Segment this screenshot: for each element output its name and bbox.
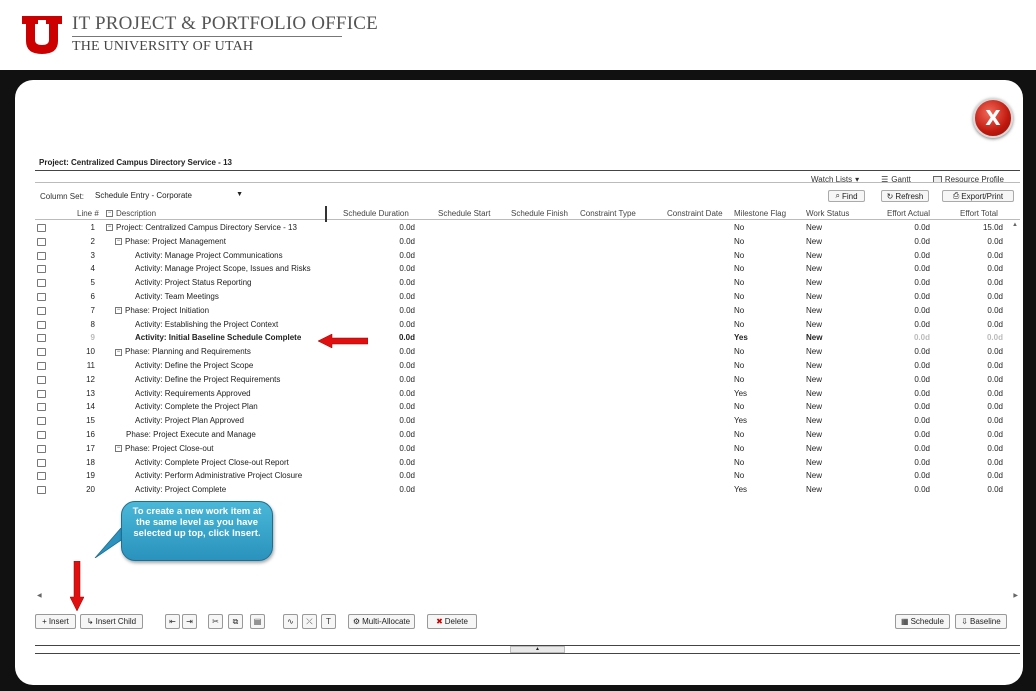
row-checkbox[interactable]	[37, 459, 46, 467]
row-checkbox[interactable]	[37, 431, 46, 439]
delete-label: Delete	[444, 617, 468, 626]
table-row[interactable]	[35, 457, 1020, 471]
baseline-icon: ⇩	[961, 617, 968, 626]
bottom-toolbar	[35, 614, 1020, 630]
row-effort-total: 0.0d	[987, 305, 1003, 315]
row-effort-actual: 0.0d	[914, 485, 930, 495]
scroll-up-arrow-icon[interactable]: ▲	[1012, 222, 1018, 228]
row-effort-total: 0.0d	[986, 333, 1003, 343]
chevron-down-icon: ▾	[855, 175, 860, 184]
row-effort-actual: 0.0d	[914, 374, 930, 384]
row-work-status: New	[806, 264, 823, 274]
row-description-text: Activity: Manage Project Communications	[135, 250, 283, 260]
row-description[interactable]	[115, 237, 226, 246]
row-line-number: 19	[86, 471, 95, 481]
export-icon: ⎙	[952, 191, 960, 200]
row-milestone: No	[734, 278, 745, 288]
row-effort-actual: 0.0d	[913, 333, 930, 343]
row-effort-total: 0.0d	[987, 388, 1003, 398]
col-work-status[interactable]: Work Status	[806, 209, 850, 218]
row-duration: 0.0d	[399, 347, 415, 357]
row-checkbox[interactable]	[37, 486, 46, 494]
row-checkbox[interactable]	[37, 376, 46, 384]
multi-allocate-label: Multi-Allocate	[362, 617, 411, 626]
col-line[interactable]: Line #	[77, 209, 99, 218]
row-duration: 0.0d	[399, 457, 415, 467]
table-row[interactable]	[35, 236, 1020, 250]
refresh-label: Refresh	[895, 191, 924, 201]
table-row[interactable]	[35, 360, 1020, 374]
row-checkbox[interactable]	[37, 390, 46, 398]
row-checkbox[interactable]	[37, 307, 46, 315]
row-effort-total: 0.0d	[987, 402, 1003, 412]
table-row[interactable]	[35, 305, 1020, 319]
row-duration: 0.0d	[399, 278, 415, 288]
row-work-status: New	[806, 402, 823, 412]
row-description[interactable]	[135, 375, 280, 384]
table-row[interactable]	[35, 401, 1020, 415]
row-line-number: 10	[86, 347, 95, 357]
multi-allocate-icon: ⚙	[352, 617, 361, 626]
row-work-status: New	[806, 223, 823, 232]
row-duration: 0.0d	[399, 430, 415, 439]
row-effort-total: 0.0d	[987, 278, 1003, 288]
row-milestone: Yes	[734, 416, 748, 426]
insert-label: Insert	[48, 617, 69, 626]
gantt-label: Gantt	[891, 175, 911, 184]
row-line-number: 6	[90, 292, 95, 301]
row-description[interactable]	[115, 347, 251, 356]
row-effort-total: 0.0d	[987, 292, 1003, 301]
row-line-number: 13	[86, 388, 95, 398]
row-work-status: New	[806, 278, 823, 288]
baseline-label: Baseline	[970, 617, 1001, 626]
row-line-number: 14	[86, 402, 95, 412]
col-description-wrap[interactable]	[106, 209, 156, 218]
row-milestone: No	[734, 374, 745, 384]
row-duration: 0.0d	[399, 319, 415, 329]
row-duration: 0.0d	[398, 333, 415, 343]
table-row[interactable]	[35, 374, 1020, 388]
outdent-icon[interactable]: ⇤	[165, 614, 180, 629]
row-description-text: Activity: Perform Administrative Project Closure	[135, 471, 303, 481]
row-milestone: No	[734, 347, 745, 357]
baseline-button[interactable]	[955, 614, 1007, 629]
row-line-number: 16	[86, 430, 95, 439]
delete-icon: ✖	[436, 617, 443, 626]
row-duration: 0.0d	[399, 471, 415, 481]
col-duration[interactable]: Schedule Duration	[343, 209, 409, 218]
insert-button[interactable]	[35, 614, 76, 629]
column-set-value: Schedule Entry - Corporate	[95, 191, 192, 200]
app-panel	[15, 80, 1023, 685]
row-checkbox[interactable]	[37, 472, 46, 480]
row-duration: 0.0d	[399, 443, 415, 453]
collapse-all-icon[interactable]: −	[107, 210, 112, 217]
col-constraint-type[interactable]: Constraint Type	[580, 209, 636, 218]
row-effort-actual: 0.0d	[914, 319, 930, 329]
table-row[interactable]	[35, 415, 1020, 429]
row-checkbox[interactable]	[37, 334, 46, 342]
row-description[interactable]	[135, 361, 253, 370]
row-effort-actual: 0.0d	[914, 278, 930, 288]
row-checkbox[interactable]	[37, 321, 46, 329]
multi-allocate-button[interactable]	[348, 614, 415, 629]
row-duration: 0.0d	[399, 305, 415, 315]
row-work-status: New	[806, 319, 823, 329]
table-row[interactable]	[35, 277, 1020, 291]
binoculars-icon: ⌕	[835, 191, 840, 200]
find-label: Find	[841, 191, 858, 201]
row-description[interactable]	[135, 416, 244, 425]
collapse-toggle-icon[interactable]: −	[116, 348, 121, 355]
utah-u-logo-icon	[20, 12, 64, 56]
row-work-status: New	[806, 292, 823, 301]
table-row[interactable]	[35, 388, 1020, 402]
refresh-icon: ↻	[886, 191, 894, 201]
row-duration: 0.0d	[399, 416, 415, 426]
table-row[interactable]	[35, 222, 1020, 236]
column-set-label: Column Set:	[40, 192, 85, 201]
row-effort-total: 15.0d	[982, 223, 1003, 232]
row-description[interactable]	[135, 320, 278, 329]
row-effort-actual: 0.0d	[914, 250, 930, 260]
collapse-toggle-icon[interactable]: −	[116, 445, 121, 452]
row-effort-actual: 0.0d	[914, 430, 930, 439]
chevron-down-icon: ▼	[236, 191, 243, 198]
row-effort-actual: 0.0d	[914, 347, 930, 357]
row-work-status: New	[806, 388, 823, 398]
red-down-arrow-icon	[70, 561, 84, 611]
schedule-button[interactable]	[895, 614, 950, 629]
row-work-status: New	[806, 305, 823, 315]
row-effort-actual: 0.0d	[914, 471, 930, 481]
scroll-right-arrow-icon[interactable]: ▶	[1013, 593, 1018, 599]
insert-child-icon: ↳	[86, 617, 94, 626]
title-divider	[35, 170, 1020, 171]
table-row[interactable]	[35, 291, 1020, 305]
insert-child-label: Insert Child	[95, 617, 137, 626]
text-format-icon[interactable]: T	[321, 614, 336, 629]
refresh-button[interactable]	[881, 190, 929, 202]
row-checkbox[interactable]	[37, 224, 46, 232]
schedule-app	[35, 158, 1020, 670]
row-checkbox[interactable]	[37, 348, 46, 356]
col-effort-total[interactable]: Effort Total	[960, 209, 998, 218]
org-title: IT PROJECT & PORTFOLIO OFFICE	[72, 13, 378, 34]
unlink-icon[interactable]: ⤫	[302, 614, 317, 629]
row-work-status: New	[806, 236, 823, 246]
export-print-button[interactable]	[942, 190, 1014, 202]
row-line-number: 12	[86, 374, 95, 384]
collapse-toggle-icon[interactable]: −	[107, 224, 112, 231]
copy-icon[interactable]: ⧉	[228, 614, 243, 629]
column-set-select[interactable]	[95, 191, 245, 202]
indent-icon[interactable]: ⇥	[182, 614, 197, 629]
row-description[interactable]	[135, 333, 301, 342]
gantt-icon: ☰	[881, 175, 889, 184]
schedule-label: Schedule	[910, 617, 944, 626]
row-duration: 0.0d	[399, 292, 415, 301]
row-effort-actual: 0.0d	[914, 305, 930, 315]
row-checkbox[interactable]	[37, 403, 46, 411]
row-milestone: No	[734, 223, 745, 232]
table-row[interactable]	[35, 263, 1020, 277]
row-milestone: No	[734, 443, 745, 453]
table-row[interactable]	[35, 332, 1020, 346]
row-effort-total: 0.0d	[987, 374, 1003, 384]
row-effort-total: 0.0d	[987, 347, 1003, 357]
row-work-status: New	[806, 457, 823, 467]
row-work-status: New	[806, 347, 823, 357]
row-description[interactable]	[135, 278, 252, 287]
row-effort-total: 0.0d	[987, 443, 1003, 453]
row-description-text: Phase: Project Close-out	[125, 443, 214, 453]
row-description-text: Activity: Establishing the Project Context	[135, 319, 279, 329]
row-checkbox[interactable]	[37, 265, 46, 273]
screenshot-frame	[0, 70, 1036, 691]
row-line-number: 2	[90, 236, 95, 246]
col-start[interactable]: Schedule Start	[438, 209, 491, 218]
row-milestone: No	[734, 236, 745, 246]
scroll-left-arrow-icon[interactable]: ◀	[37, 593, 42, 599]
row-duration: 0.0d	[399, 402, 415, 412]
toolbar-divider	[35, 182, 1020, 183]
row-description-text: Activity: Team Meetings	[135, 292, 219, 301]
instruction-callout: To create a new work item at the same level as you have selected up top, click Insert.	[121, 501, 273, 561]
row-milestone: No	[734, 402, 745, 412]
row-duration: 0.0d	[399, 361, 415, 370]
row-description-text: Activity: Project Status Reporting	[135, 278, 252, 288]
row-effort-actual: 0.0d	[914, 236, 930, 246]
row-description-text: Activity: Define the Project Requirements	[135, 374, 281, 384]
row-work-status: New	[806, 374, 823, 384]
row-line-number: 5	[90, 278, 95, 288]
row-work-status: New	[806, 333, 823, 343]
row-line-number: 7	[90, 305, 95, 315]
row-description[interactable]	[135, 458, 289, 467]
table-row[interactable]	[35, 470, 1020, 484]
paste-icon[interactable]: ▤	[250, 614, 265, 629]
row-effort-actual: 0.0d	[914, 443, 930, 453]
row-milestone: No	[734, 319, 745, 329]
row-description[interactable]	[126, 430, 256, 439]
row-milestone: No	[734, 250, 745, 260]
col-effort-actual[interactable]: Effort Actual	[887, 209, 930, 218]
row-line-number: 18	[86, 457, 95, 467]
row-checkbox[interactable]	[37, 252, 46, 260]
row-effort-actual: 0.0d	[914, 416, 930, 426]
row-duration: 0.0d	[399, 374, 415, 384]
table-row[interactable]	[35, 443, 1020, 457]
row-effort-actual: 0.0d	[914, 292, 930, 301]
row-effort-actual: 0.0d	[914, 223, 930, 232]
row-description-text: Activity: Project Plan Approved	[135, 416, 244, 426]
header-logo	[20, 10, 378, 58]
row-effort-total: 0.0d	[987, 430, 1003, 439]
row-duration: 0.0d	[399, 485, 415, 495]
row-line-number: 15	[86, 416, 95, 426]
row-description[interactable]	[135, 471, 302, 480]
row-description[interactable]	[106, 223, 297, 232]
row-effort-total: 0.0d	[987, 416, 1003, 426]
row-milestone: No	[734, 430, 745, 439]
row-description-text: Project: Centralized Campus Directory Service - 13	[116, 223, 297, 232]
table-row[interactable]	[35, 319, 1020, 333]
row-description[interactable]	[135, 264, 311, 273]
schedule-icon: ▦	[901, 617, 909, 626]
row-milestone: No	[734, 457, 745, 467]
row-milestone: No	[734, 264, 745, 274]
row-line-number: 4	[90, 264, 95, 274]
grid-header	[35, 208, 1020, 220]
row-line-number: 11	[86, 361, 95, 370]
org-subtitle: THE UNIVERSITY OF UTAH	[72, 39, 254, 54]
row-work-status: New	[806, 443, 823, 453]
row-effort-total: 0.0d	[987, 485, 1003, 495]
row-milestone: No	[734, 361, 745, 370]
find-button[interactable]	[828, 190, 865, 202]
row-milestone: No	[734, 305, 745, 315]
footer-divider-bottom	[35, 653, 1020, 654]
row-line-number: 1	[90, 223, 95, 232]
row-checkbox[interactable]	[37, 445, 46, 453]
row-description-text: Activity: Complete Project Close-out Report	[135, 457, 289, 467]
row-description[interactable]	[115, 306, 209, 315]
row-checkbox[interactable]	[37, 417, 46, 425]
row-duration: 0.0d	[399, 264, 415, 274]
row-milestone: Yes	[734, 333, 748, 343]
row-checkbox[interactable]	[37, 279, 46, 287]
row-duration: 0.0d	[399, 236, 415, 246]
row-line-number: 17	[86, 443, 95, 453]
row-duration: 0.0d	[399, 250, 415, 260]
row-milestone: Yes	[734, 388, 748, 398]
resource-profile-label: Resource Profile	[944, 175, 1004, 184]
table-row[interactable]	[35, 484, 1020, 498]
row-description-text: Phase: Project Management	[125, 236, 226, 246]
row-description[interactable]	[135, 389, 251, 398]
table-row[interactable]	[35, 429, 1020, 443]
row-work-status: New	[806, 485, 823, 495]
row-effort-total: 0.0d	[987, 361, 1003, 370]
col-constraint-date[interactable]: Constraint Date	[667, 209, 723, 218]
row-effort-total: 0.0d	[987, 250, 1003, 260]
row-duration: 0.0d	[399, 223, 415, 232]
project-title: Project: Centralized Campus Directory Service - 13	[39, 158, 232, 167]
close-button[interactable]	[973, 98, 1013, 138]
row-description-text: Activity: Requirements Approved	[135, 388, 251, 398]
red-pointer-arrow-icon	[318, 334, 368, 348]
row-effort-total: 0.0d	[987, 264, 1003, 274]
row-milestone: Yes	[734, 485, 748, 495]
cut-icon[interactable]: ✂	[208, 614, 223, 629]
table-row[interactable]	[35, 346, 1020, 360]
row-checkbox[interactable]	[37, 238, 46, 246]
row-effort-total: 0.0d	[987, 457, 1003, 467]
panel-splitter-handle[interactable]: ▲	[510, 646, 565, 653]
row-effort-actual: 0.0d	[914, 361, 930, 370]
row-description[interactable]	[135, 251, 283, 260]
link-icon[interactable]: ∿	[283, 614, 298, 629]
row-work-status: New	[806, 416, 823, 426]
row-description-text: Activity: Project Complete	[135, 485, 227, 495]
row-description[interactable]	[135, 292, 219, 301]
column-divider[interactable]	[325, 206, 327, 222]
row-effort-actual: 0.0d	[914, 402, 930, 412]
close-icon: X	[985, 106, 1001, 130]
row-line-number: 3	[90, 250, 95, 260]
row-description-text: Activity: Complete the Project Plan	[135, 402, 258, 412]
row-description-text: Phase: Project Execute and Manage	[126, 430, 256, 439]
watch-lists-label: Watch Lists	[811, 175, 853, 184]
row-line-number: 9	[90, 333, 95, 343]
table-row[interactable]	[35, 250, 1020, 264]
col-description: Description	[116, 209, 157, 218]
row-effort-actual: 0.0d	[914, 388, 930, 398]
row-checkbox[interactable]	[37, 293, 46, 301]
row-checkbox[interactable]	[37, 362, 46, 370]
row-effort-actual: 0.0d	[914, 457, 930, 467]
row-work-status: New	[806, 471, 823, 481]
row-description[interactable]	[135, 402, 258, 411]
delete-button[interactable]	[427, 614, 477, 629]
plus-icon: +	[42, 617, 47, 626]
row-milestone: No	[734, 292, 745, 301]
column-set-row	[35, 190, 1020, 202]
row-line-number: 20	[86, 485, 95, 495]
col-finish[interactable]: Schedule Finish	[511, 209, 568, 218]
row-description-text: Activity: Manage Project Scope, Issues and Risks	[135, 264, 311, 274]
export-label: Export/Print	[961, 191, 1004, 201]
col-milestone[interactable]: Milestone Flag	[734, 209, 787, 218]
row-effort-total: 0.0d	[987, 471, 1003, 481]
row-work-status: New	[806, 250, 823, 260]
row-milestone: No	[734, 471, 745, 481]
row-line-number: 8	[90, 319, 95, 329]
row-work-status: New	[806, 430, 823, 439]
collapse-toggle-icon[interactable]: −	[116, 238, 121, 245]
collapse-toggle-icon[interactable]: −	[116, 307, 121, 314]
row-description-text: Activity: Define the Project Scope	[135, 361, 254, 370]
row-description-text: Activity: Initial Baseline Schedule Complete	[135, 333, 302, 343]
row-description[interactable]	[135, 485, 226, 494]
row-description[interactable]	[115, 444, 214, 453]
row-description-text: Phase: Planning and Requirements	[125, 347, 251, 357]
row-effort-total: 0.0d	[987, 236, 1003, 246]
row-duration: 0.0d	[399, 388, 415, 398]
row-description-text: Phase: Project Initiation	[125, 305, 210, 315]
row-work-status: New	[806, 361, 823, 370]
row-effort-actual: 0.0d	[914, 264, 930, 274]
row-effort-total: 0.0d	[987, 319, 1003, 329]
logo-divider	[72, 36, 342, 37]
insert-child-button[interactable]	[80, 614, 143, 629]
